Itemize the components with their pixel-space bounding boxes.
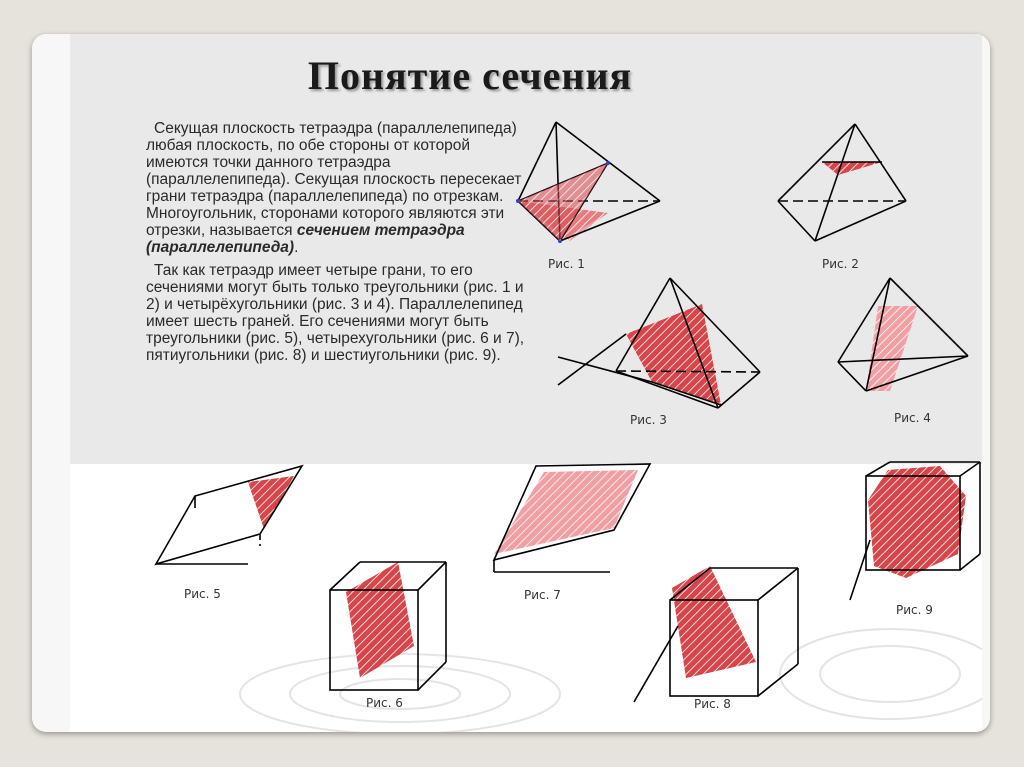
definition-text: Секущая плоскость тетраэдра (параллелепипеда) любая плоскость, по обе стороны от которой имеются точки данного тетраэдра (параллелепипеда). Секущая плоскость пересекает грани тетраэдра (параллелепипеда) по отрезкам. Многоугольник, сторонами которого являются эти отрезки, называется — [146, 120, 522, 239]
figure-5-parallelepiped — [156, 466, 302, 564]
figure-6-parallelepiped — [330, 562, 446, 690]
caption-fig9: Рис. 9 — [896, 603, 933, 617]
slide — [70, 34, 982, 732]
figure-9-parallelepiped — [850, 462, 980, 600]
caption-fig2: Рис. 2 — [822, 257, 859, 271]
figure-7-parallelepiped — [494, 464, 650, 572]
figure-3-tetrahedron — [558, 278, 760, 408]
caption-fig8: Рис. 8 — [694, 697, 731, 711]
figure-2-tetrahedron — [778, 124, 906, 241]
caption-fig1: Рис. 1 — [548, 257, 585, 271]
caption-fig4: Рис. 4 — [894, 411, 931, 425]
caption-fig5: Рис. 5 — [184, 587, 221, 601]
definition-term: сечением тетраэдра (параллелепипеда) — [146, 222, 465, 256]
figures — [70, 34, 982, 732]
page-title: Понятие сечения — [307, 53, 633, 98]
caption-fig6: Рис. 6 — [366, 696, 403, 710]
definition-end: . — [294, 239, 299, 256]
figure-8-parallelepiped — [634, 566, 798, 702]
caption-fig7: Рис. 7 — [524, 588, 561, 602]
caption-fig3: Рис. 3 — [630, 413, 667, 427]
slide-frame — [32, 34, 990, 732]
figure-4-tetrahedron — [838, 278, 968, 391]
paragraph-sections: Так как тетраэдр имеет четыре грани, то его сечениями могут быть только треугольники (рис. 1 и 2) и четырёхугольники (рис. 3 и 4). Параллелепипед имеет шесть граней. Его сечениями могут быть треугольники (рис. 5), четырехугольники (рис. 6 и 7), пятиугольники (рис. 8) и шестиугольники (рис. 9). — [146, 262, 525, 364]
